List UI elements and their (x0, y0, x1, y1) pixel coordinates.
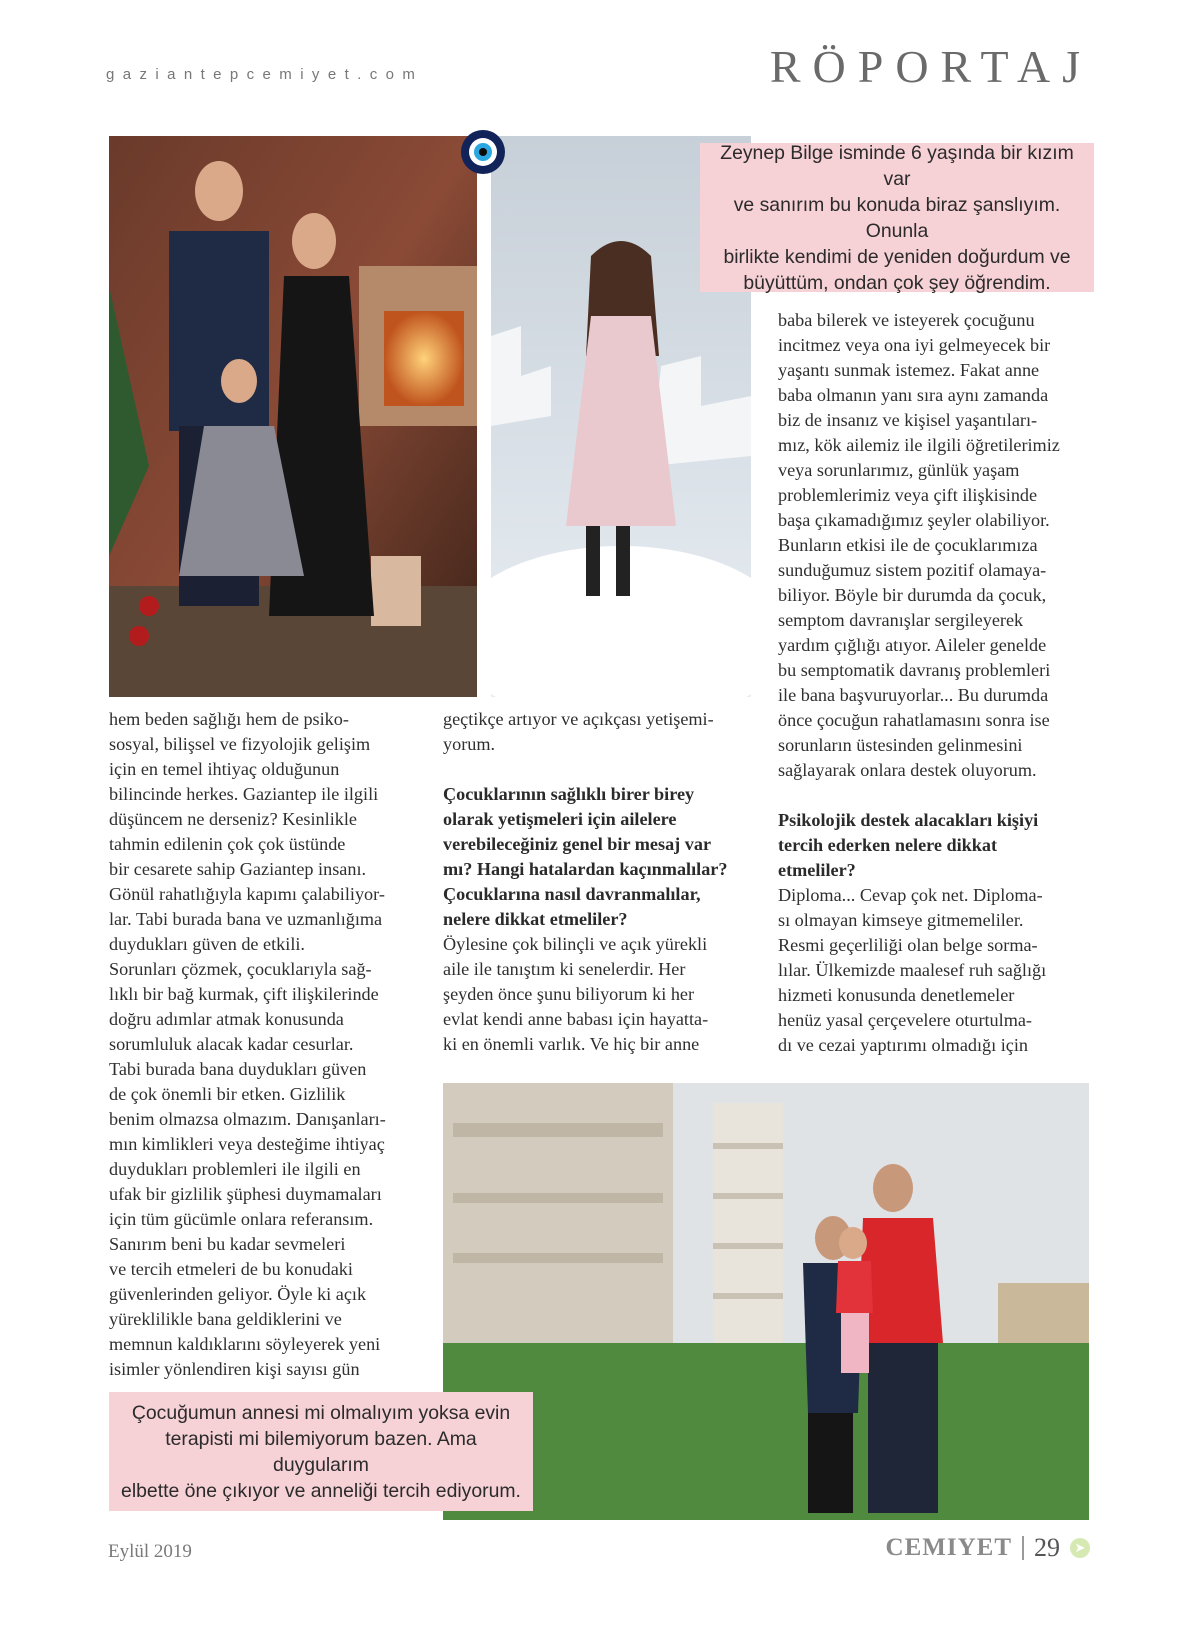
text-line: biliyor. Böyle bir durumda da çocuk, (778, 585, 1047, 605)
pull-quote-bottom (109, 1392, 533, 1511)
question-line: etmeliler? (778, 860, 856, 880)
text-line: duydukları problemleri ile ilgili en (109, 1159, 361, 1179)
text-line: düşüncem ne derseniz? Kesinlikle (109, 809, 357, 829)
text-line: aile ile tanıştım ki senelerdir. Her (443, 959, 686, 979)
next-page-arrow-icon[interactable]: ➤ (1070, 1538, 1090, 1558)
text-line: ufak bir gizlilik şüphesi duymamaları (109, 1184, 382, 1204)
issue-date: Eylül 2019 (108, 1541, 192, 1562)
question-line: Psikolojik destek alacakları kişiyi (778, 810, 1039, 830)
text-line: hizmeti konusunda denetlemeler (778, 985, 1015, 1005)
text-line: henüz yasal çerçevelere oturtulma- (778, 1010, 1032, 1030)
text-line: yüreklilikle bana geldiklerini ve (109, 1309, 342, 1329)
quote-line: terapisti mi bilemiyorum bazen. Ama duygularım (165, 1427, 477, 1476)
text-line: doğru adımlar atmak konusunda (109, 1009, 344, 1029)
question-line: mı? Hangi hatalardan kaçınmalılar? (443, 859, 728, 879)
text-line: lar. Tabi burada bana ve uzmanlığıma (109, 909, 383, 929)
text-line: bir cesarete sahip Gaziantep insanı. (109, 859, 367, 879)
article-column-1 (109, 707, 425, 1382)
text-line: Diploma... Cevap çok net. Diploma- (778, 885, 1043, 905)
text-line: Tabi burada bana duydukları güven (109, 1059, 367, 1079)
section-title: RÖPORTAJ (769, 41, 1092, 92)
text-line: sosyal, bilişsel ve fizyolojik gelişim (109, 734, 371, 754)
text-line: önce çocuğun rahatlamasını sonra ise (778, 710, 1050, 730)
question-line: olarak yetişmeleri için ailelere (443, 809, 677, 829)
divider (1022, 1536, 1024, 1560)
quote-line: Çocuğumun annesi mi olmalıyım yoksa evin (131, 1401, 511, 1424)
question-line: tercih ederken nelere dikkat (778, 835, 998, 855)
text-line: Sorunları çözmek, çocuklarıyla sağ- (109, 959, 372, 979)
text-line: ve tercih etmeleri de bu konudaki (109, 1259, 353, 1279)
text-line: sı olmayan kimseye gitmemeliler. (778, 910, 1024, 930)
text-line: veya sorunlarımız, günlük yaşam (778, 460, 1020, 480)
text-line: memnun kaldıklarını söyleyerek yeni (109, 1334, 381, 1354)
text-line: ile bana başvuruyorlar... Bu durumda (778, 685, 1049, 705)
text-line: duydukları güven de etkili. (109, 934, 305, 954)
article-column-3 (778, 308, 1096, 1058)
quote-line: birlikte kendimi de yeniden doğurdum ve (723, 245, 1071, 268)
question-line: verebileceğiniz genel bir mesaj var (443, 834, 712, 854)
text-line: geçtikçe artıyor ve açıkçası yetişemi- (443, 709, 714, 729)
text-line: problemlerimiz veya çift ilişkisinde (778, 485, 1038, 505)
pull-quote-top (700, 143, 1094, 292)
text-line: bilincinde herkes. Gaziantep ile ilgili (109, 784, 379, 804)
text-line: mın kimlikleri veya desteğime ihtiyaç (109, 1134, 385, 1154)
text-line: baba bilerek ve isteyerek çocuğunu (778, 310, 1035, 330)
article-column-2 (443, 707, 765, 1057)
text-line: yorum. (443, 734, 496, 754)
text-line: biz de insanız ve kişisel yaşantıları- (778, 410, 1038, 430)
text-line: lıklı bir bağ kurmak, çift ilişkilerinde (109, 984, 379, 1004)
evil-eye-icon (461, 130, 505, 174)
magazine-brand: CEMIYET (885, 1534, 1012, 1561)
text-line: güvenlerinden geliyor. Öyle ki açık (109, 1284, 367, 1304)
footer-branding (886, 1533, 1090, 1563)
text-line: semptom davranışlar sergileyerek (778, 610, 1024, 630)
text-line: hem beden sağlığı hem de psiko- (109, 709, 349, 729)
text-line: sorumluluk alacak kadar cesurlar. (109, 1034, 354, 1054)
text-line: isimler yönlendiren kişi sayısı gün (109, 1359, 360, 1379)
text-line: için en temel ihtiyaç olduğunun (109, 759, 340, 779)
quote-line: Zeynep Bilge isminde 6 yaşında bir kızım var (720, 141, 1074, 190)
pisa-family-photo (443, 1083, 1089, 1520)
text-line: sorunların üstesinden gelinmesini (778, 735, 1023, 755)
text-line: benim olmazsa olmazım. Danışanları- (109, 1109, 386, 1129)
text-line: sağlayarak onlara destek oluyorum. (778, 760, 1037, 780)
page-number: 29 (1034, 1533, 1060, 1562)
question-line: Çocuklarının sağlıklı birer birey (443, 784, 695, 804)
text-line: baba olmanın yanı sıra aynı zamanda (778, 385, 1049, 405)
text-line: bu semptomatik davranış problemleri (778, 660, 1051, 680)
text-line: yaşantı sunmak istemez. Fakat anne (778, 360, 1040, 380)
text-line: mız, kök ailemiz ile ilgili öğretilerimiz (778, 435, 1060, 455)
quote-line: büyüttüm, ondan çok şey öğrendim. (743, 271, 1051, 294)
text-line: de çok önemli bir etken. Gizlilik (109, 1084, 346, 1104)
text-line: sunduğumuz sistem pozitif olamaya- (778, 560, 1047, 580)
text-line: incitmez veya ona iyi gelmeyecek bir (778, 335, 1051, 355)
text-line: tahmin edilenin çok çok üstünde (109, 834, 346, 854)
text-line: lılar. Ülkemizde maalesef ruh sağlığı (778, 960, 1047, 980)
question-line: nelere dikkat etmeliler? (443, 909, 628, 929)
text-line: başa çıkamadığımız şeyler olabiliyor. (778, 510, 1050, 530)
text-line: evlat kendi anne babası için hayatta- (443, 1009, 709, 1029)
question-line: Çocuklarına nasıl davranmalılar, (443, 884, 701, 904)
family-fireplace-photo (109, 136, 477, 697)
text-line: şeyden önce şunu biliyorum ki her (443, 984, 695, 1004)
text-line: Gönül rahatlığıyla kapımı çalabiliyor- (109, 884, 385, 904)
text-line: Öylesine çok bilinçli ve açık yürekli (443, 934, 708, 954)
text-line: Resmi geçerliliği olan belge sorma- (778, 935, 1038, 955)
text-line: ki en önemli varlık. Ve hiç bir anne (443, 1034, 700, 1054)
quote-line: ve sanırım bu konuda biraz şanslıyım. Onunla (733, 193, 1061, 242)
text-line: için tüm gücümle onlara referansım. (109, 1209, 374, 1229)
text-line: Bunların etkisi ile de çocuklarımıza (778, 535, 1038, 555)
text-line: yardım çığlığı atıyor. Aileler genelde (778, 635, 1047, 655)
text-line: Sanırım beni bu kadar sevmeleri (109, 1234, 346, 1254)
text-line: dı ve cezai yaptırımı olmadığı için (778, 1035, 1028, 1055)
site-url: gaziantepcemiyet.com (106, 66, 424, 83)
quote-line: elbette öne çıkıyor ve anneliği tercih ediyorum. (121, 1479, 521, 1502)
